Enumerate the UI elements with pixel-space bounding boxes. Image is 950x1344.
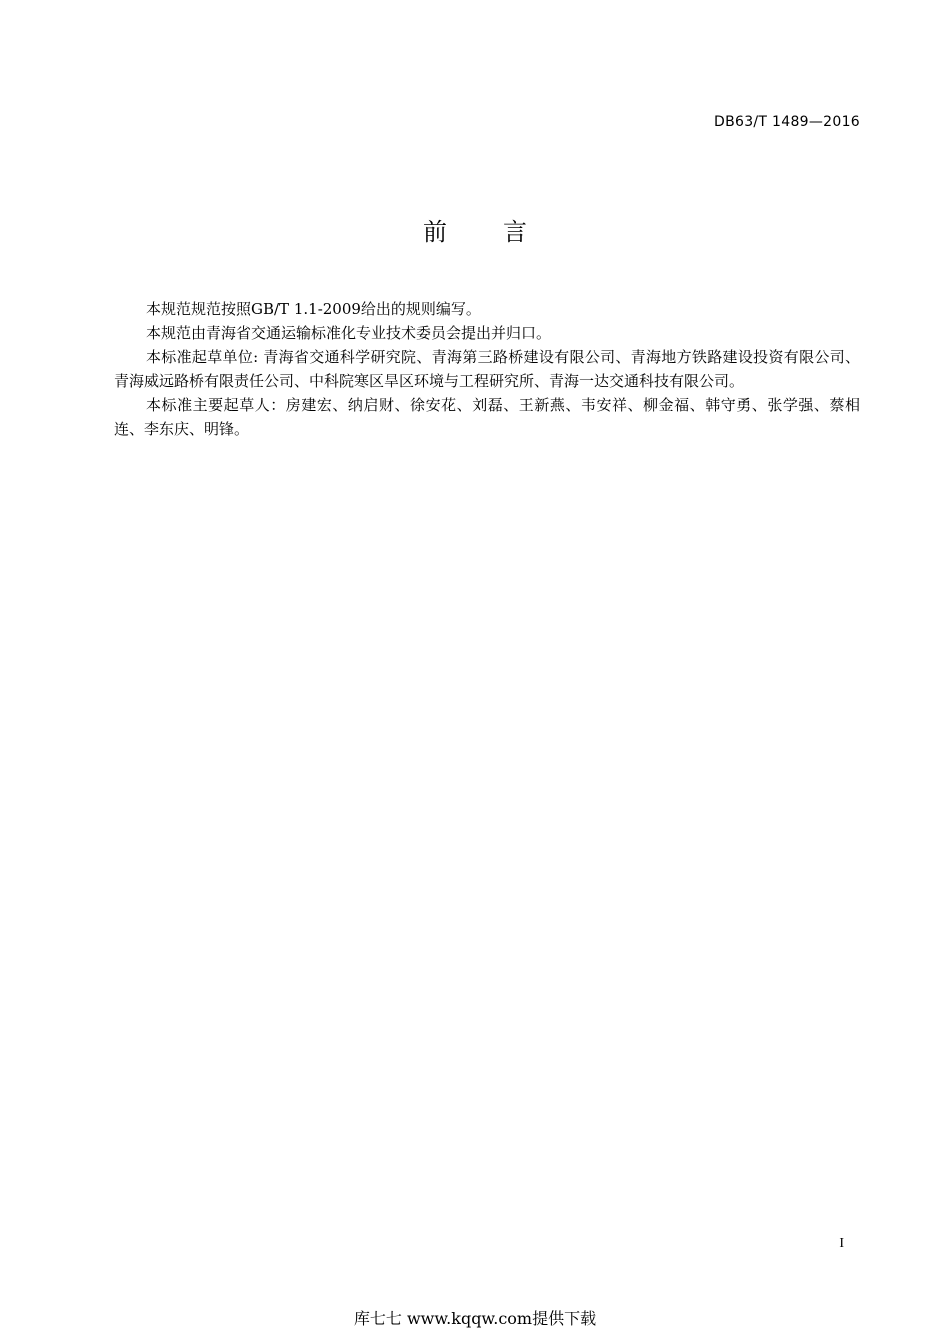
document-code: DB63/T 1489—2016 (714, 114, 860, 130)
paragraph-main-drafters: 本标准主要起草人：房建宏、纳启财、徐安花、刘磊、王新燕、韦安祥、柳金福、韩守勇、张学强、蔡相连、李东庆、明锋。 (114, 396, 860, 438)
page-number: I (839, 1236, 844, 1251)
paragraph-drafting-rules: 本规范规范按照GB/T 1.1-2009给出的规则编写。 (146, 300, 481, 318)
preface-body (114, 297, 860, 441)
paragraph-proposer: 本规范由青海省交通运输标准化专业技术委员会提出并归口。 (146, 324, 552, 342)
page-title: 前言 (423, 218, 583, 246)
download-footer: 库七七 www.kqqw.com提供下载 (353, 1309, 597, 1328)
paragraph-drafting-units: 本标准起草单位: 青海省交通科学研究院、青海第三路桥建设有限公司、青海地方铁路建设投资有限公司、青海威远路桥有限责任公司、中科院寒区旱区环境与工程研究所、青海一达交通科技有限公司。 (114, 348, 860, 390)
